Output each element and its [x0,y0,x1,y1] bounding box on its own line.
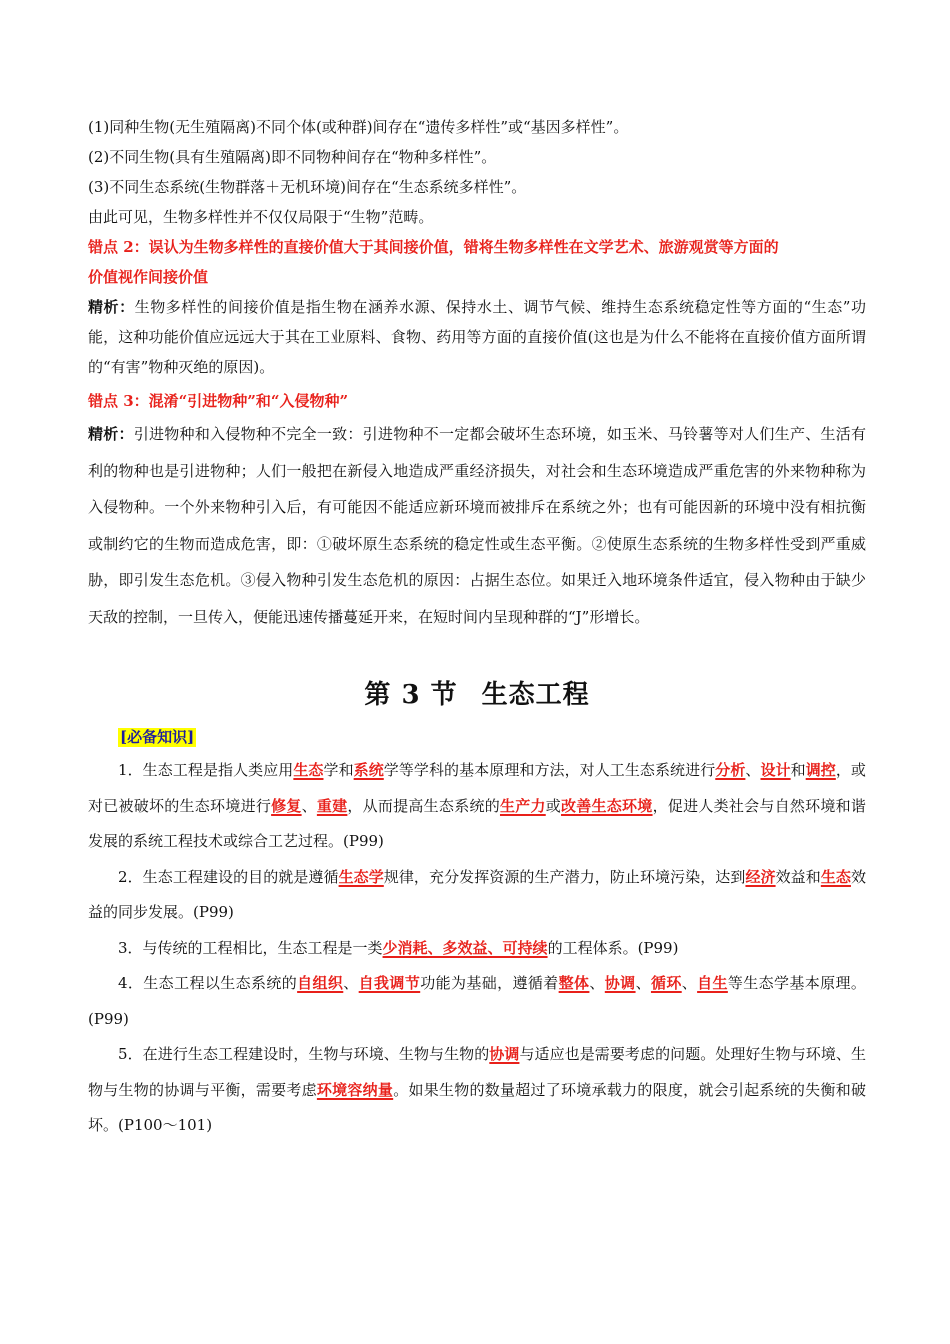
knowledge-item-1 [88,753,866,860]
knowledge-item-5 [88,1037,866,1144]
section-title-number: 第 3 节 [364,680,458,710]
item1-text-g: 、 [301,796,317,815]
error3-analysis-label: 精析： [88,425,134,443]
item1-key-1: 生态 [293,761,324,779]
item4-text-d: 、 [589,974,605,992]
intro-line-4: 由此可见，生物多样性并不仅仅局限于“生物”范畴。 [88,208,434,226]
item5-text-b: 与适应也是需要考虑的问题。处理好生物与环境、生物与生物的协调与平衡，需要考虑 [88,1045,866,1099]
item1-key-2: 系统 [353,761,384,779]
error2-analysis-label: 精析： [88,298,135,316]
section-title-name: 生态工程 [481,680,590,710]
error2-heading-line1: 错点 2：误认为生物多样性的直接价值大于其间接价值，错将生物多样性在文学艺术、旅游观赏等方面的 [88,238,779,256]
item3-text-a: 3．与传统的工程相比，生态工程是一类 [118,938,383,957]
item4-text-c: 功能为基础，遵循着 [420,974,559,992]
error3-analysis [88,416,866,635]
item2-key-3: 生态 [820,867,851,886]
item4-text-f: 、 [681,974,698,992]
document-page [88,112,866,1144]
item4-key-5: 循环 [650,974,682,992]
error2-analysis [88,292,866,382]
item1-text-i: 或 [545,796,562,815]
required-knowledge-header [118,727,866,747]
knowledge-item-2 [88,860,866,931]
item4-text-e: 、 [635,974,651,992]
item5-key-2: 环境容纳量 [316,1080,394,1099]
item1-key-8: 生产力 [499,796,546,815]
item5-text-c: 。如果生物的数量超过了环境承载力的限度，就会引起系统的失衡和破坏。(P100～101) [88,1080,866,1134]
error3-analysis-text: 引进物种和入侵物种不完全一致：引进物种不一定都会破坏生态环境，如玉米、马铃薯等对人们生产、生活有利的物种也是引进物种；人们一般把在新侵入地造成严重经济损失，对社会和生态环境造成严重危害的外来物种称为入侵物种。一个外来物种引入后，有可能因不能适应新环境而被排斥在系统之外；也有可能因新的环境中没有相抗衡或制约它的生物而造成危害，即：①破坏原生态系统的稳定性或生态平衡。②使原生态系统的生物多样性受到严重威胁，即引发生态危机。③侵入物种引发生态危机的原因：占据生态位。如果迁入地环境条件适宜，侵入物种由于缺少天敌的控制，一旦传入，便能迅速传播蔓延开来，在短时间内呈现种群的“J”形增长。 [88,425,866,626]
section-title [88,675,866,715]
item1-key-5: 调控 [805,761,836,779]
item1-key-7: 重建 [316,796,348,815]
item2-text-b: 规律，充分发挥资源的生产潜力，防止环境污染，达到 [383,867,746,886]
error3-heading: 错点 3：混淆“引进物种”和“入侵物种” [88,392,349,410]
item1-text-d: 、 [745,761,761,779]
item1-text-h: ，从而提高生态系统的 [347,796,500,815]
knowledge-item-4 [88,966,866,1037]
item1-key-4: 设计 [760,761,791,779]
item4-text-b: 、 [343,974,359,992]
item3-text-b: 的工程体系。(P99) [547,938,679,957]
knowledge-item-3 [88,931,866,967]
item1-text-e: 和 [790,761,806,779]
item1-text-f: ，或对已被破坏的生态环境进行 [88,761,866,815]
intro-line-2: (2)不同生物(具有生殖隔离)即不同物种间存在“物种多样性”。 [88,148,497,166]
item1-text-a: 1．生态工程是指人类应用 [118,761,294,779]
item2-key-2: 经济 [745,867,776,886]
item2-key-1: 生态学 [338,867,384,886]
item4-text-a: 4．生态工程以生态系统的 [118,974,298,992]
item2-text-c: 效益和 [775,867,821,886]
item1-key-6: 修复 [271,796,302,815]
error2-analysis-text: 生物多样性的间接价值是指生物在涵养水源、保持水土、调节气候、维持生态系统稳定性等方面的“生态”功能，这种功能价值应远远大于其在工业原料、食物、药用等方面的直接价值(这也是为什么不能将在直接价值方面所谓的“有害”物种灭绝的原因)。 [88,298,866,376]
item5-key-1: 协调 [489,1045,520,1063]
intro-line-3: (3)不同生态系统(生物群落＋无机环境)间存在“生态系统多样性”。 [88,178,527,196]
item4-key-3: 整体 [558,974,590,992]
item1-text-b: 学和 [323,761,354,779]
item4-key-2: 自我调节 [358,974,421,992]
item4-key-4: 协调 [604,974,636,992]
item3-key-1: 少消耗、多效益、可持续 [382,938,548,957]
item1-text-c: 学等学科的基本原理和方法，对人工生态系统进行 [383,761,716,779]
error2-heading-line2: 价值视作间接价值 [88,268,209,286]
item1-text-j: ，促进人类社会与自然环境和谐发展的系统工程技术或综合工艺过程。(P99) [88,796,866,850]
item2-text-a: 2．生态工程建设的目的就是遵循 [118,867,339,886]
item4-key-1: 自组织 [297,974,344,992]
item1-key-3: 分析 [715,761,746,779]
item4-text-g: 等生态学基本原理。(P99) [88,974,866,1028]
item4-key-6: 自生 [697,974,728,992]
item1-key-9: 改善生态环境 [561,796,653,815]
item2-text-d: 效益的同步发展。(P99) [88,867,866,921]
intro-line-1: (1)同种生物(无生殖隔离)不同个体(或种群)间存在“遗传多样性”或“基因多样性”。 [88,118,629,136]
required-knowledge-badge: [必备知识] [120,728,195,746]
item5-text-a: 5．在进行生态工程建设时，生物与环境、生物与生物的 [118,1045,490,1063]
